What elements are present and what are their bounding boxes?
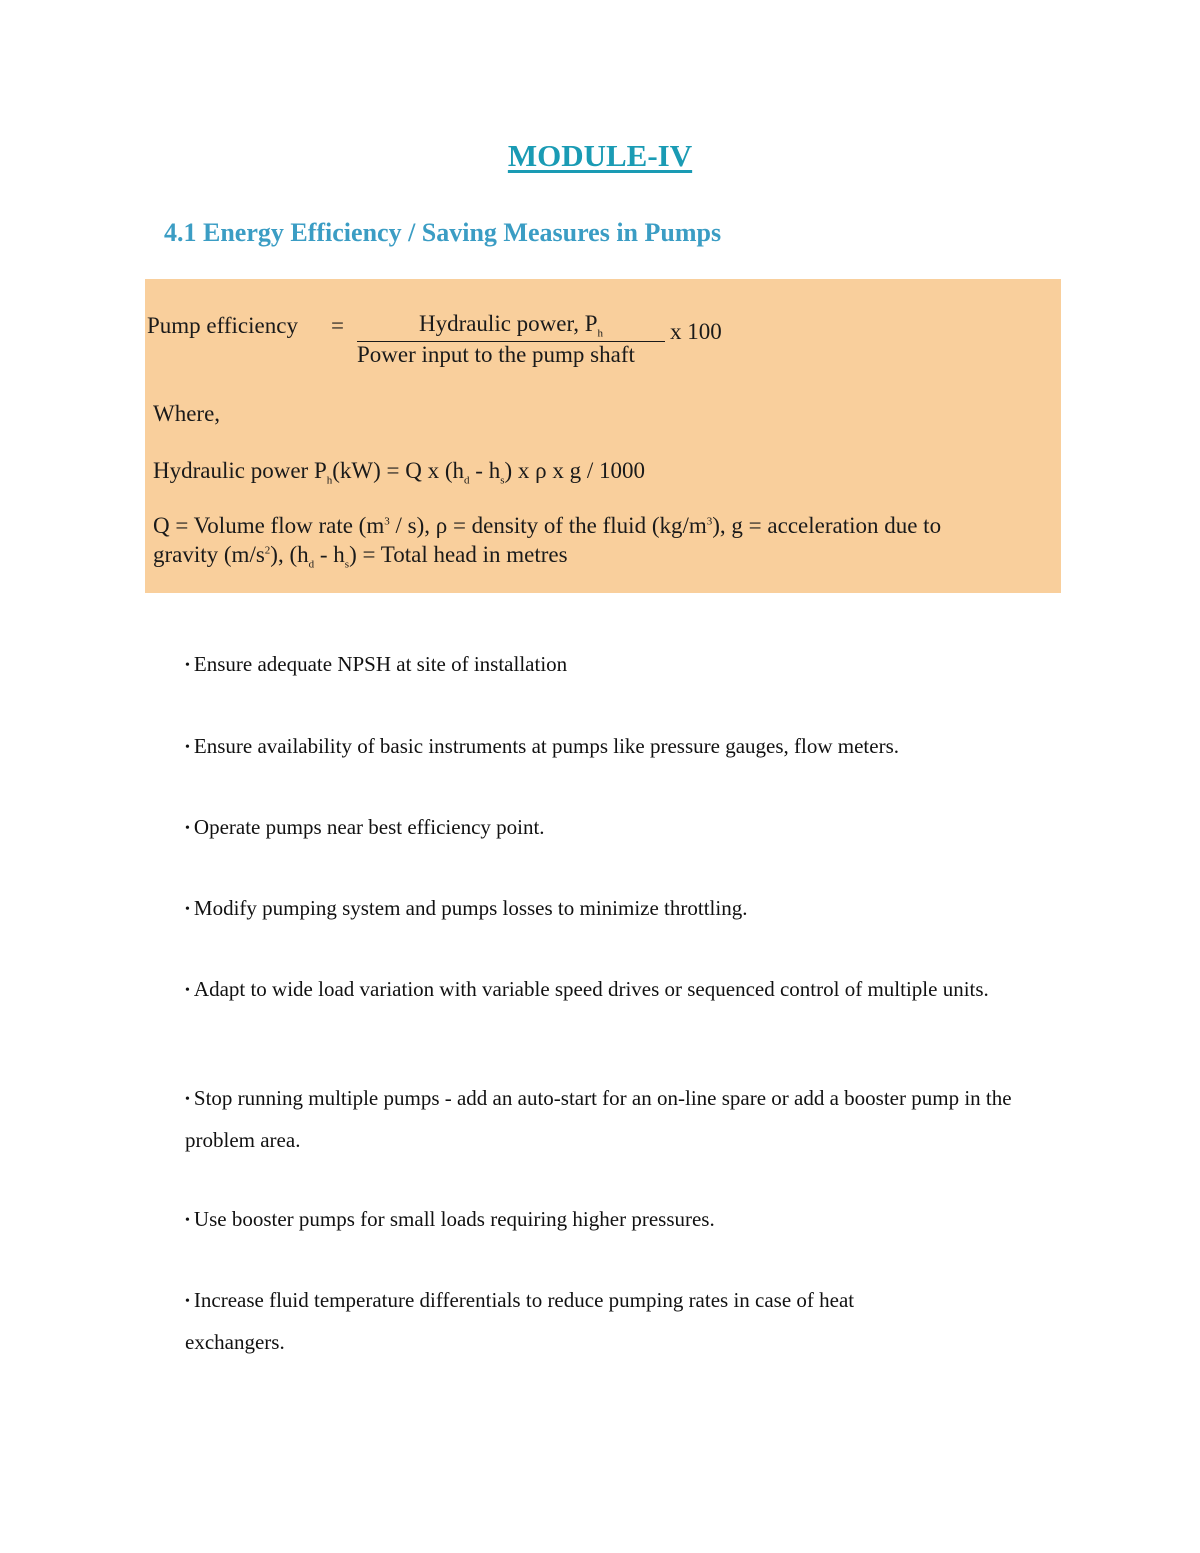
formula-numerator: Hydraulic power, $P_h$	[357, 311, 665, 342]
list-item: • Increase fluid temperature differentials to reduce pumping rates in case of heat exchangers.	[185, 1288, 855, 1354]
formula-box	[145, 279, 1061, 593]
list-item: • Operate pumps near best efficiency point.	[185, 815, 545, 839]
bullet-icon: •	[185, 1092, 190, 1107]
formula-multiplier: x 100	[670, 319, 722, 344]
list-item: • Ensure adequate NPSH at site of installation	[185, 652, 568, 676]
formula-equals: =	[331, 313, 344, 338]
variable-definitions-line-1: Q = Volume flow rate $(m^3 / s)$, ρ = density of the fluid $(kg/m^3)$, g = acceleration due to	[153, 513, 942, 538]
bullet-icon: •	[185, 740, 190, 755]
bullet-icon: •	[185, 902, 190, 917]
bullet-icon: •	[185, 658, 190, 673]
bullet-icon: •	[185, 1213, 190, 1228]
hydraulic-power-formula: Hydraulic power $P_h(kW) = Q$ x $(h_d - h_s)$ x ρ x g / 1000	[153, 458, 646, 487]
bullet-icon: •	[185, 983, 190, 998]
section-heading: 4.1 Energy Efficiency / Saving Measures in Pumps	[164, 218, 722, 247]
formula-denominator: Power input to the pump shaft	[357, 342, 635, 367]
list-item: • Ensure availability of basic instruments at pumps like pressure gauges, flow meters.	[185, 734, 899, 758]
variable-definitions-line-2: gravity $(m/s^2)$, $(h_d - h_s)$ = Total head in metres	[153, 542, 568, 571]
bullet-icon: •	[185, 1294, 190, 1309]
list-item: • Adapt to wide load variation with variable speed drives or sequenced control of multiple units.	[185, 977, 989, 1001]
module-title: MODULE-IV	[507, 138, 693, 173]
list-item: • Modify pumping system and pumps losses to minimize throttling.	[185, 896, 748, 920]
formula-where: Where,	[153, 401, 221, 426]
list-item: • Use booster pumps for small loads requiring higher pressures.	[185, 1207, 715, 1231]
list-item: • Stop running multiple pumps - add an auto-start for an on-line spare or add a booster pump in the problem area.	[185, 1086, 1012, 1152]
bullet-icon: •	[185, 821, 190, 836]
formula-label: Pump efficiency	[147, 313, 298, 338]
